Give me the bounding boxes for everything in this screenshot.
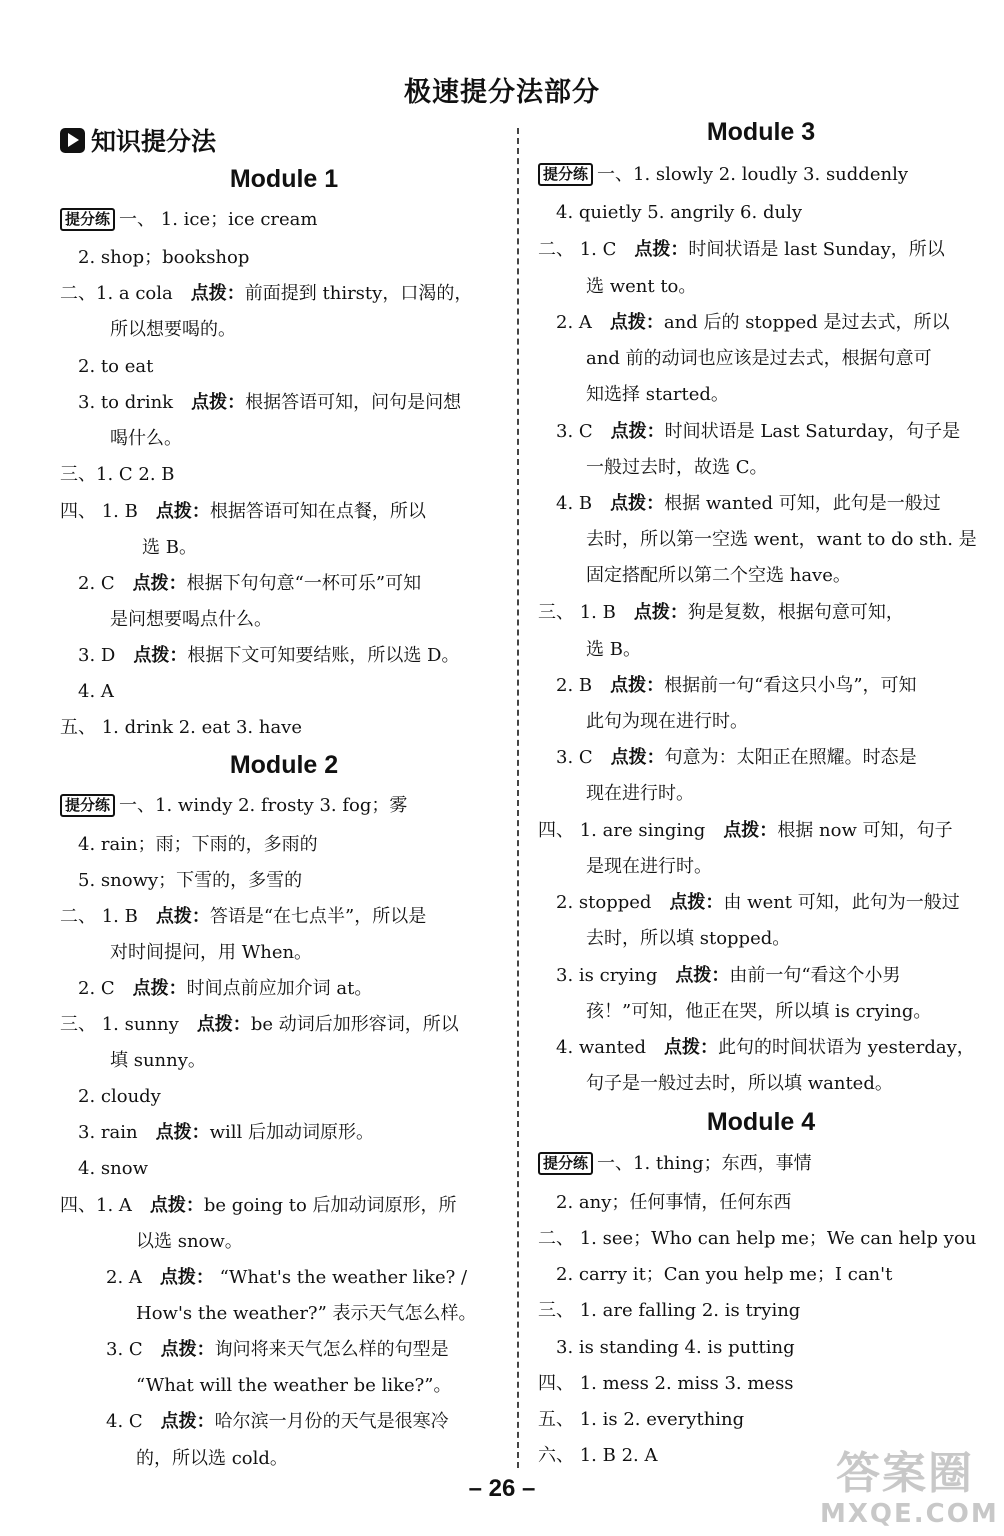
answer-line [78,355,153,379]
hint-label: 点拨： [610,421,665,442]
module-1-heading: Module 1 [229,165,339,193]
section-heading [60,122,216,158]
hint-text: will 后加动词原形。 [209,1122,374,1143]
answer-text: 一、1. thing；东西，事情 [597,1153,812,1174]
hint-text: be 动词后加形容词，所以 [250,1014,459,1035]
answer-text: 填 sunny。 [110,1050,206,1071]
answer-line [110,427,182,451]
answer-line [78,680,114,704]
answer-text: 是现在进行时。 [586,856,712,877]
answer-text: 2. any；任何事情，任何东西 [556,1192,792,1213]
answer-line [110,941,312,965]
answer-text: 一、1. windy 2. frosty 3. fog；雾 [119,795,408,816]
answer-text: 二、 1. C [538,239,617,260]
answer-text: 2. carry it；Can you help me；I can't [556,1264,893,1285]
answer-text: 句子是一般过去时，所以填 wanted。 [586,1073,893,1094]
answer-text: 5. snowy；下雪的，多雪的 [78,870,303,891]
answer-text: 4. rain；雨；下雨的，多雨的 [78,834,318,855]
answer-line [136,1374,452,1398]
answer-line [586,638,641,662]
answer-text: 3. is standing 4. is putting [556,1337,795,1358]
answer-line [78,833,318,857]
answer-text: 选 went to。 [586,276,697,297]
answer-line [60,208,317,232]
hint-label: 点拨： [669,892,724,913]
hint-label: 点拨： [196,1014,251,1035]
practice-badge: 提分练 [538,1152,593,1175]
answer-line [78,246,249,270]
answer-line [556,1191,791,1215]
hint-text: 狗是复数，根据句意可知， [687,602,904,623]
answer-text: 四、 1. mess 2. miss 3. mess [538,1373,794,1394]
answer-text: 固定搭配所以第二个空选 have。 [586,565,851,586]
answer-line [556,1036,975,1060]
answer-text: 4. A [78,681,114,702]
hint-label: 点拨： [132,978,187,999]
answer-text: 对时间提问，用 When。 [110,942,313,963]
answer-line [586,383,729,407]
answer-text: 知选择 started。 [586,384,729,405]
hint-text: 答语是“在七点半”，所以是 [209,906,427,927]
hint-text: 根据答语可知，问句是问想 [245,392,462,413]
answer-text: 2. to eat [78,356,154,377]
practice-badge: 提分练 [60,794,115,817]
answer-line [136,1230,243,1254]
hint-label: 点拨： [133,645,188,666]
hint-label: 点拨： [609,312,664,333]
answer-line [556,964,901,988]
answer-line [586,927,790,951]
answer-text: 三、1. C 2. B [60,464,175,485]
play-icon [60,128,85,153]
answer-line [556,1336,795,1360]
answer-text: 2. B [556,675,593,696]
answer-line [106,1338,449,1362]
answer-text: 2. cloudy [78,1086,161,1107]
page-title: 极速提分法部分 [404,77,600,108]
answer-line [556,1263,892,1287]
answer-text: 以选 snow。 [136,1231,243,1252]
hint-label: 点拨： [610,493,665,514]
answer-text: “What will the weather be like?”。 [136,1375,452,1396]
hint-text: 询问将来天气怎么样的句型是 [214,1339,449,1360]
hint-text: 前面提到 thirsty，口渴的， [244,283,473,304]
answer-line [586,456,768,480]
answer-text: 选 B。 [142,537,197,558]
answer-text: 4. snow [78,1158,148,1179]
hint-text: 时间状语是 Last Saturday，句子是 [664,421,961,442]
hint-label: 点拨： [149,1195,204,1216]
hint-label: 点拨： [633,602,688,623]
answer-line [110,608,272,632]
answer-text: 三、 1. sunny [60,1014,179,1035]
answer-text: 的，所以选 cold。 [136,1448,288,1469]
answer-line [586,1000,931,1024]
answer-line [538,1372,794,1396]
hint-text: 时间状语是 last Sunday，所以 [688,239,945,260]
hint-label: 点拨： [664,1037,719,1058]
hint-label: 点拨： [634,239,689,260]
answer-text: 一、1. slowly 2. loudly 3. suddenly [597,164,908,185]
module-3-heading: Module 3 [706,118,816,146]
hint-label: 点拨： [155,906,210,927]
answer-line [78,572,421,596]
hint-text: 根据 wanted 可知，此句是一般过 [664,493,941,514]
answer-text: 所以想要喝的。 [110,319,236,340]
answer-text: 五、 1. is 2. everything [538,1409,745,1430]
answer-line [110,318,236,342]
answer-line [556,674,917,698]
hint-text: 哈尔滨一月份的天气是很寒冷 [214,1411,449,1432]
answer-line [538,1227,976,1251]
answer-line [556,492,941,516]
hint-label: 点拨： [155,501,210,522]
answer-text: 4. quietly 5. angrily 6. duly [556,202,802,223]
answer-text: 孩！”可知，他正在哭，所以填 is crying。 [586,1001,932,1022]
answer-text: 3. is crying [556,965,658,986]
answer-line [586,347,932,371]
answer-line [78,977,372,1001]
answer-text: 4. C [106,1411,143,1432]
answer-text: 三、 1. are falling 2. is trying [538,1300,801,1321]
answer-line [556,311,949,335]
answer-text: 3. rain [78,1122,138,1143]
answer-line [60,282,472,306]
hint-label: 点拨： [610,675,665,696]
answer-line [60,1194,457,1218]
hint-text: 时间点前应加介词 at。 [186,978,373,999]
hint-text: 根据答语可知在点餐，所以 [209,501,426,522]
answer-line [538,1299,800,1323]
answer-text: 2. C [78,573,115,594]
hint-label: 点拨： [610,747,665,768]
watermark-logo: 答案圈 MXQE.COM [820,1448,999,1529]
answer-text: 去时，所以第一空选 went，want to do sth. 是 [586,529,977,550]
answer-text: 2. A [556,312,592,333]
hint-text: 句意为：太阳正在照耀。时态是 [664,747,917,768]
hint-label: 点拨： [191,392,246,413]
answer-text: 五、 1. drink 2. eat 3. have [60,717,302,738]
answer-line [60,905,426,929]
answer-line [60,1013,459,1037]
answer-text: 此句为现在进行时。 [586,711,748,732]
hint-text: and 后的 stopped 是过去式，所以 [663,312,950,333]
answer-line [136,1447,288,1471]
answer-text: 二、 1. B [60,906,138,927]
answer-text: 三、 1. B [538,602,616,623]
answer-line [538,1444,657,1468]
answer-line [556,201,802,225]
hint-label: 点拨： [190,283,245,304]
answer-line [586,855,712,879]
answer-text: 四、 1. are singing [538,820,706,841]
hint-text: 由前一句“看这个小男 [729,965,901,986]
answer-line [78,1157,148,1181]
practice-badge: 提分练 [60,208,115,231]
page-number: – 26 – [468,1475,536,1502]
answer-line [538,1408,744,1432]
answer-text: 二、1. a cola [60,283,173,304]
module-4-heading: Module 4 [706,1108,816,1136]
answer-text: 喝什么。 [110,428,182,449]
answer-line [78,1085,161,1109]
hint-label: 点拨： [132,573,187,594]
answer-text: 四、1. A [60,1195,132,1216]
answer-line [78,644,459,668]
answer-text: 二、 1. see；Who can help me；We can help you [538,1228,977,1249]
answer-line [60,500,426,524]
answer-line [78,1121,374,1145]
answer-line [586,710,748,734]
answer-line [538,1152,812,1176]
module-2-heading: Module 2 [229,751,339,779]
answer-text: 3. to drink [78,392,174,413]
hint-label: 点拨： [160,1411,215,1432]
answer-text: 2. stopped [556,892,652,913]
answer-line [556,746,917,770]
answer-text: 3. C [556,421,593,442]
answer-line [60,794,407,818]
hint-text: 根据 now 可知，句子 [777,820,953,841]
column-divider [517,128,519,1468]
hint-text: 此句的时间状语为 yesterday， [718,1037,975,1058]
answer-line [538,601,904,625]
answer-text: 选 B。 [586,639,641,660]
answer-line [60,463,175,487]
answer-text: 六、 1. B 2. A [538,1445,658,1466]
answer-line [556,420,960,444]
answer-text: 2. A [106,1267,142,1288]
hint-label: 点拨： [159,1267,214,1288]
answer-line [586,782,694,806]
answer-line [586,528,977,552]
hint-text: be going to 后加动词原形，所 [203,1195,457,1216]
answer-line [586,564,851,588]
answer-line [586,1072,893,1096]
hint-text: 根据前一句“看这只小鸟”，可知 [664,675,917,696]
practice-badge: 提分练 [538,163,593,186]
answer-text: 是问想要喝点什么。 [110,609,272,630]
hint-label: 点拨： [160,1339,215,1360]
answer-line [556,891,960,915]
answer-text: 2. C [78,978,115,999]
answer-line [136,1302,477,1326]
answer-text: 3. D [78,645,116,666]
hint-text: “What's the weather like? / [213,1267,468,1288]
answer-line [538,238,945,262]
answer-line [106,1410,449,1434]
answer-line [538,163,908,187]
answer-text: 2. shop；bookshop [78,247,250,268]
answer-text: 一般过去时，故选 C。 [586,457,768,478]
answer-text: How's the weather?” 表示天气怎么样。 [136,1303,477,1324]
answer-text: 3. C [556,747,593,768]
answer-line [60,716,302,740]
answer-text: 去时，所以填 stopped。 [586,928,791,949]
hint-text: 由 went 可知，此句为一般过 [723,892,960,913]
answer-text: 4. B [556,493,593,514]
answer-line [142,536,197,560]
hint-label: 点拨： [155,1122,210,1143]
hint-label: 点拨： [723,820,778,841]
answer-line [106,1266,467,1290]
answer-text: 4. wanted [556,1037,647,1058]
answer-line [586,275,696,299]
answer-text: 一、 1. ice；ice cream [119,209,318,230]
answer-line [78,391,461,415]
answer-text: and 前的动词也应该是过去式，根据句意可 [586,348,932,369]
answer-line [538,819,953,843]
answer-line [78,869,302,893]
section-heading-text: 知识提分法 [91,127,217,156]
answer-text: 3. C [106,1339,143,1360]
hint-label: 点拨： [675,965,730,986]
answer-text: 四、 1. B [60,501,138,522]
hint-text: 根据下句句意“一杯可乐”可知 [186,573,422,594]
answer-text: 现在进行时。 [586,783,694,804]
answer-line [110,1049,206,1073]
hint-text: 根据下文可知要结账，所以选 D。 [187,645,460,666]
